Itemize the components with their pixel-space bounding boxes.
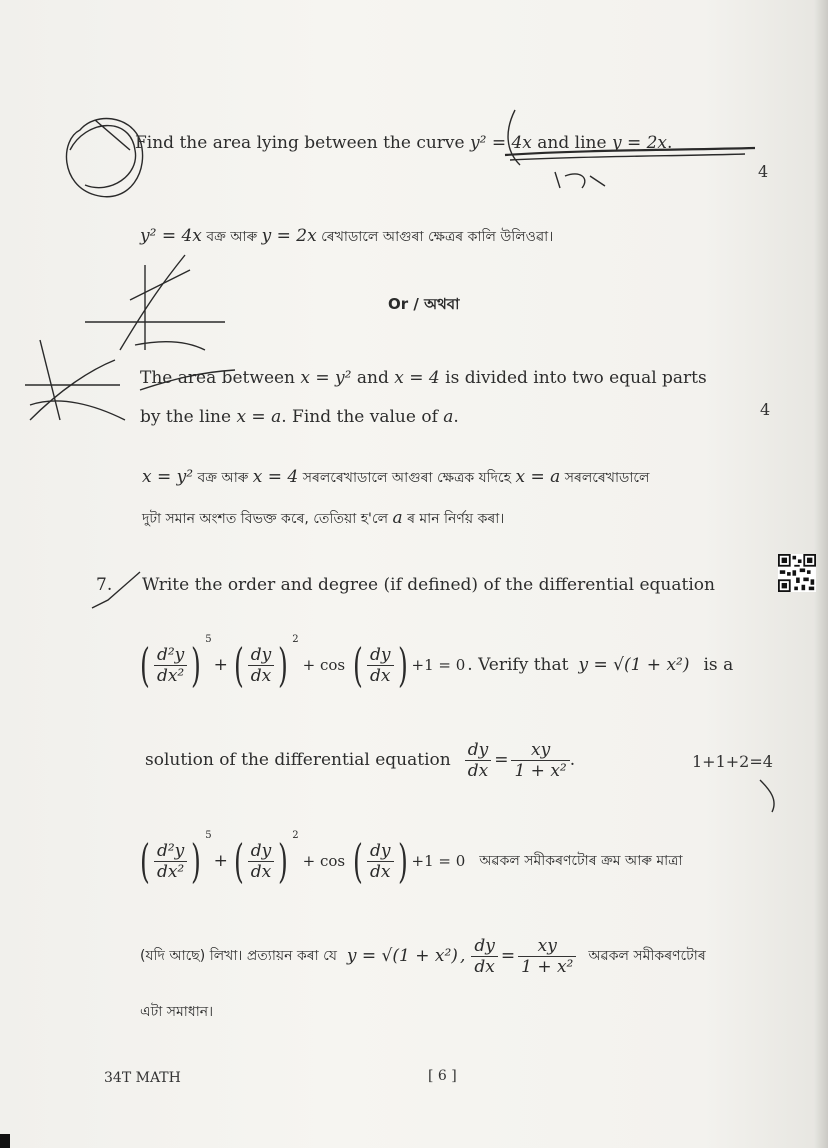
eq-power-2: 2 — [292, 634, 299, 645]
sol-end: . — [569, 750, 576, 770]
q6-bn-curve: y² = 4x — [140, 226, 202, 246]
alt-l2-m2: a — [443, 407, 454, 427]
bn2-m: y = √(1 + x²) — [346, 946, 458, 966]
q6-line-eq: y = 2x — [611, 133, 668, 153]
sol-frac-dy-dx: $\frac{dy}{dx}$ — [465, 740, 492, 781]
scan-shadow — [814, 0, 828, 1148]
q6-curve-eq: y² = 4x — [470, 133, 532, 153]
bn-eq-frac-d2y-dx2: $\frac{\text{d²y}}{\text{dx²}}$ — [154, 841, 187, 882]
verify-a: . Verify that — [467, 655, 569, 675]
q7-bn-line3: এটা সমাধান। — [140, 1004, 214, 1020]
eq-frac-d2y-dx2: $\frac{\text{d²y}}{\text{dx²}}$ — [154, 645, 187, 686]
q7-solution-line — [145, 732, 575, 788]
q6-alt-bengali-2 — [142, 507, 504, 531]
q7-marks: 1+1+2=4 — [692, 752, 773, 771]
or-separator: Or / অথবা — [388, 295, 460, 313]
alt-l1-a: The area between — [140, 368, 296, 388]
eq-tail: +1 = 0 — [411, 656, 466, 674]
eq-cos: + cos — [302, 656, 346, 674]
alt-bn1-m1: x = y² — [142, 467, 194, 487]
bn2-t2: অৱকল সমীকৰণটোৰ — [588, 948, 706, 964]
q6-bn-line: y = 2x — [261, 226, 317, 246]
alt-bn2-m: a — [392, 508, 403, 528]
q6-text-b: and line — [537, 133, 607, 153]
alt-bn1-m3: x = a — [515, 467, 561, 487]
alt-l2-c: . — [453, 407, 459, 427]
q6-bn-t1: বক্ৰ আৰু — [206, 229, 258, 245]
alt-l1-m2: x = 4 — [394, 368, 440, 388]
q7-statement-1: Write the order and degree (if defined) of the differential equation — [142, 575, 715, 595]
page-number: [ 6 ] — [428, 1068, 457, 1084]
q6-alt-line2 — [140, 407, 459, 427]
q7-equation-line: ( $\frac{\text{d²y}}{\text{dx²}}$ ) $^5$ + ( $\frac{dy}{dx}$ ) $^2$ + cos ( $\frac{dy}{dx}$ ) +1 = 0 . Verify that y = √(1 + x²) is a — [140, 634, 734, 692]
q6-alt-marks: 4 — [760, 400, 771, 419]
alt-bn1-t3: সৰলৰেখাডালে — [564, 470, 650, 486]
alt-l2-b: . Find the value of — [281, 407, 438, 427]
sol-frac-xy: $\frac{xy}{\text{1 + x²}}$ — [511, 740, 569, 781]
alt-bn1-t2: সৰলৰেখাডালে আগুৰা ক্ষেত্ৰক যদিহে — [302, 470, 512, 486]
alt-l1-b: and — [356, 368, 389, 388]
verify-b: is a — [703, 655, 734, 675]
q6-alt-bengali-1 — [142, 466, 649, 490]
eq-frac-dy-dx: $\frac{dy}{dx}$ — [248, 645, 275, 686]
scan-artifact — [0, 1134, 10, 1148]
alt-bn2-t1: দুটা সমান অংশত বিভক্ত কৰে, তেতিয়া হ'লে — [142, 511, 389, 527]
alt-l1-m1: x = y² — [300, 368, 352, 388]
eq-plus: + — [213, 655, 228, 675]
eq-power-5: 5 — [205, 634, 212, 645]
sol-text: solution of the differential equation — [145, 750, 451, 770]
q6-marks: 4 — [758, 162, 769, 181]
paper-code: 34T MATH — [104, 1070, 181, 1086]
q6-alt-line1 — [140, 368, 707, 388]
bn2-t1: (যদি আছে) লিখা। প্ৰত্যায়ন কৰা যে — [140, 948, 337, 964]
q6-text-end: . — [667, 133, 673, 153]
q7-bn-line2: (যদি আছে) লিখা। প্ৰত্যায়ন কৰা যে y = √(1 + x²) , $\frac{dy}{dx}$ = $\frac{xy}{\text{1 + x²}}$ অৱকল সমীকৰণটোৰ — [140, 935, 706, 977]
alt-l2-m: x = a — [236, 407, 282, 427]
q7-number: 7. — [96, 575, 113, 595]
alt-l1-c: is divided into two equal parts — [445, 368, 707, 388]
alt-bn1-t1: বক্ৰ আৰু — [197, 470, 249, 486]
bn-t1: অৱকল সমীকৰণটোৰ ক্ৰম আৰু মাত্ৰা — [479, 853, 683, 869]
sol-eq: = — [494, 750, 509, 770]
q6-statement — [135, 133, 672, 153]
q7-bn-equation-line: ( $\frac{\text{d²y}}{\text{dx²}}$ ) $^5$ + ( $\frac{dy}{dx}$ ) $^2$ + cos ( $\frac{dy}{dx}$ ) +1 = 0 অৱকল সমীকৰণটোৰ ক্ৰম আৰু মাত্ৰা — [140, 830, 683, 888]
eq-frac-dy-dx-2: $\frac{dy}{dx}$ — [367, 645, 394, 686]
alt-bn1-m2: x = 4 — [252, 467, 299, 487]
verify-m: y = √(1 + x²) — [578, 655, 690, 675]
q6-text-a: Find the area lying between the curve — [135, 133, 465, 153]
alt-l2-a: by the line — [140, 407, 232, 427]
alt-bn2-t2: ৰ মান নিৰ্ণয় কৰা। — [407, 511, 505, 527]
qr-code-icon — [776, 554, 818, 592]
q6-bn-t2: ৰেখাডালে আগুৰা ক্ষেত্ৰৰ কালি উলিওৱা। — [321, 229, 554, 245]
q6-bengali — [140, 225, 553, 249]
